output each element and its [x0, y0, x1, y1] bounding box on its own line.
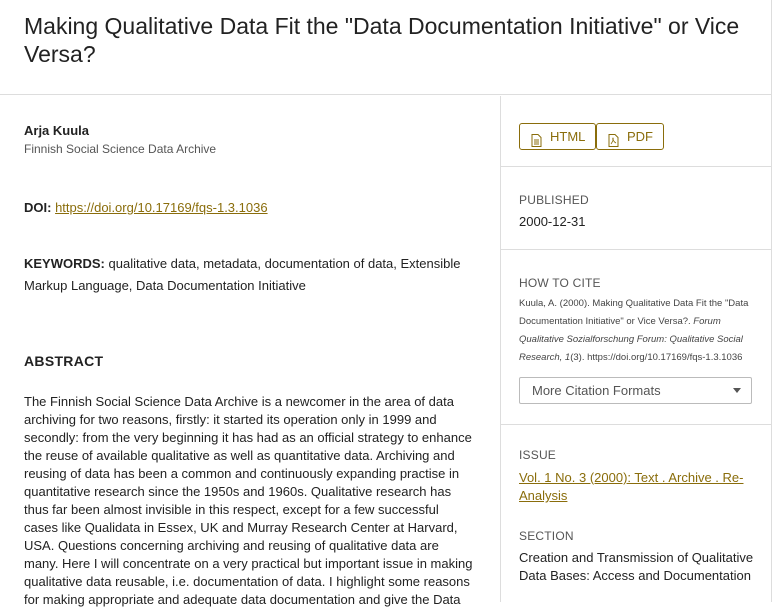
citation-formats-label: More Citation Formats [532, 383, 661, 398]
issue-label: ISSUE [519, 448, 557, 462]
author-name: Arja Kuula [24, 123, 90, 138]
published-date: 2000-12-31 [519, 214, 586, 229]
file-text-icon [531, 130, 542, 155]
keywords [24, 253, 476, 297]
doi-line [24, 200, 268, 215]
published-label: PUBLISHED [519, 193, 589, 207]
author-affiliation: Finnish Social Science Data Archive [24, 142, 217, 156]
published-section [501, 167, 771, 250]
citation-formats-dropdown[interactable] [519, 377, 752, 404]
page-header [0, 0, 771, 95]
issue-link[interactable]: Vol. 1 No. 3 (2000): Text . Archive . Re-Analysis [519, 470, 744, 503]
abstract-text: The Finnish Social Science Data Archive is a newcomer in the area of data archiving for two reasons, firstly: it started its operation only in 1999 and secondly: from the very beginning it has had as an official strategy to enhance the reuse of available qualitative as well as quantitative data. Archiving and reusing of data has been a common and continuously expanding practise in quantitative research since the 1950s and 1960s. Qualitative research has thus far been almost invisible in this respect, except for a few successful cases like Qualidata in Essex, UK and Murray Research Center at Harvard, USA. Questions concerning archiving and reusing of qualitative data are many. Here I will concentrate on a very practical but important issue in making qualitative data reusable, i.e. documentation of data. I highlight some reasons for making appropriate and adequate data documentation and give the Data [24, 394, 473, 607]
galley-links [501, 96, 771, 167]
page-right-border [771, 0, 772, 602]
citation-part2: (3). https://doi.org/10.17169/fqs-1.3.1036 [570, 352, 743, 363]
abstract-title: ABSTRACT [24, 353, 104, 369]
citation-journal: Forum Qualitative Sozialforschung Forum: Qualitative Social Research, 1 [519, 316, 743, 363]
doi-label: DOI: [24, 200, 52, 215]
citation-part1: Kuula, A. (2000). Making Qualitative Data Fit the "Data Documentation Initiative" or Vice Versa?. [519, 298, 749, 327]
page-title: Making Qualitative Data Fit the "Data Documentation Initiative" or Vice Versa? [24, 13, 740, 67]
keywords-label: KEYWORDS: [24, 256, 105, 271]
section-label: SECTION [519, 529, 574, 543]
pdf-galley-button[interactable] [596, 123, 664, 150]
keywords-text: qualitative data, metadata, documentation of data, Extensible Markup Language, Data Documentation Initiative [24, 256, 461, 293]
citation-text [519, 295, 753, 367]
section-value: Creation and Transmission of Qualitative Data Bases: Access and Documentation [519, 550, 754, 583]
pdf-galley-label: PDF [627, 129, 653, 144]
doi-link[interactable]: https://doi.org/10.17169/fqs-1.3.1036 [55, 200, 268, 215]
file-pdf-icon [608, 130, 619, 155]
how-to-cite-label: HOW TO CITE [519, 276, 601, 290]
html-galley-label: HTML [550, 129, 586, 144]
html-galley-button[interactable] [519, 123, 596, 150]
chevron-down-icon [733, 388, 741, 393]
